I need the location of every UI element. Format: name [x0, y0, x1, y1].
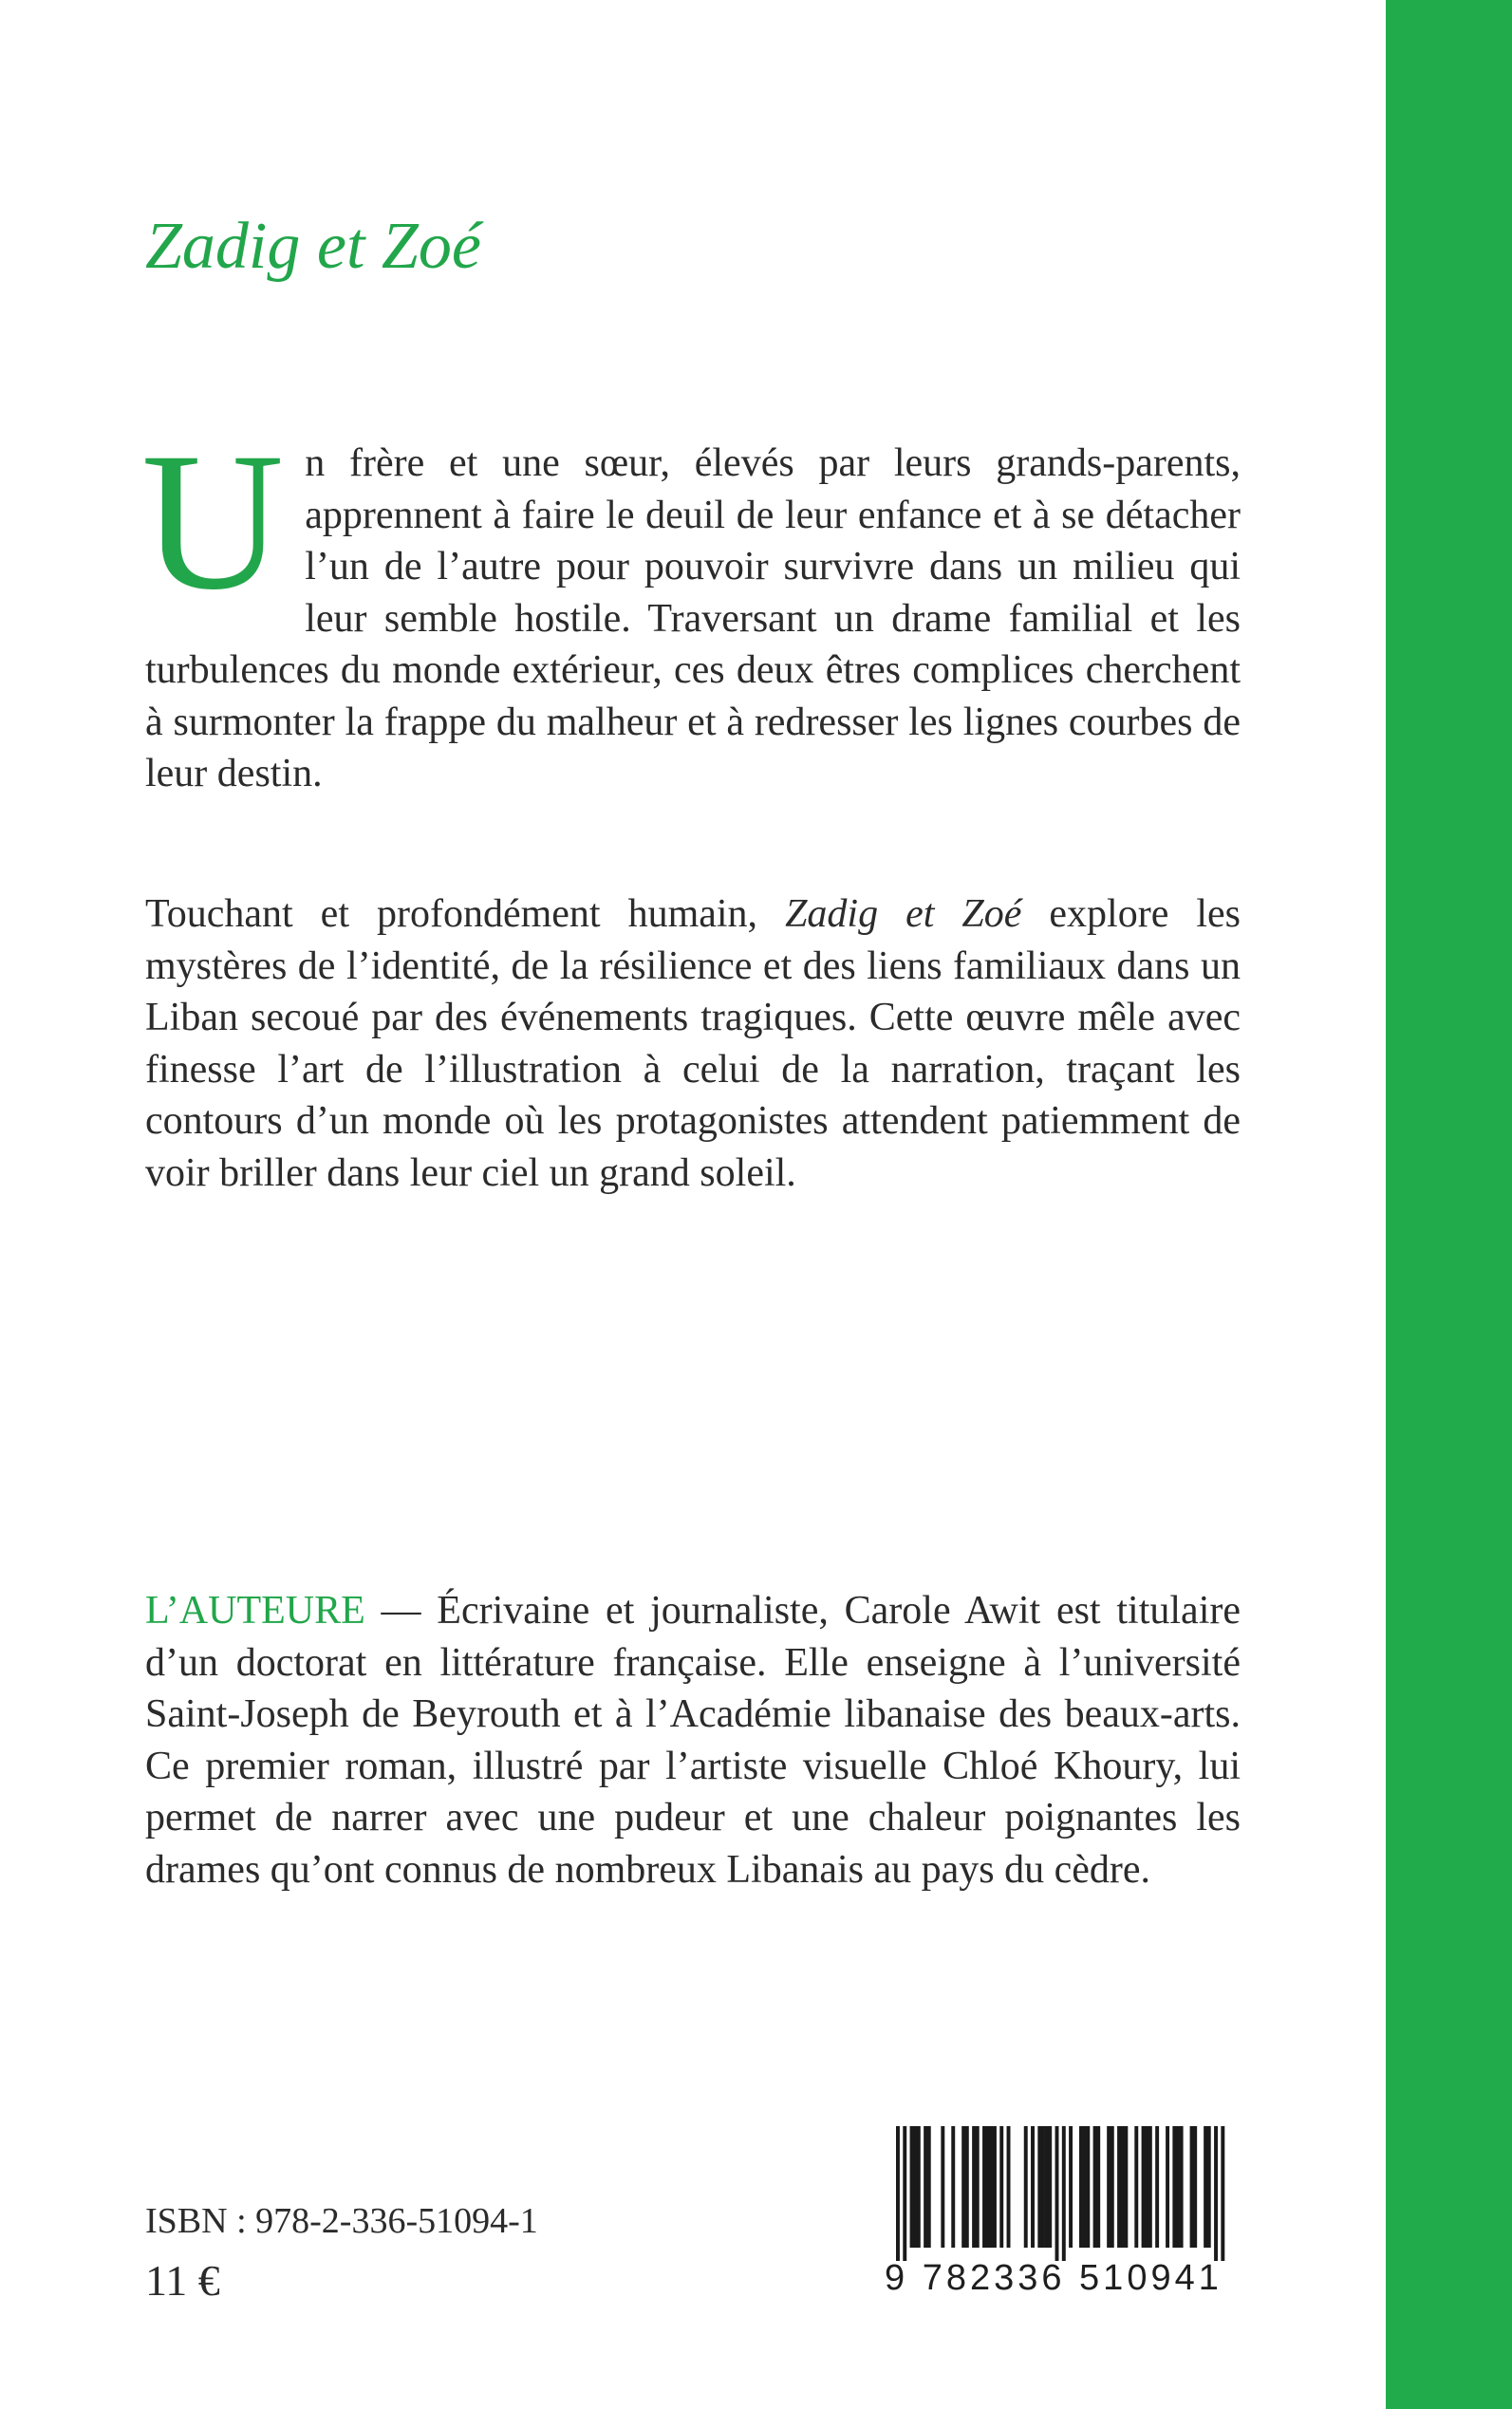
barcode-bar: [1134, 2126, 1138, 2248]
price: 11 €: [145, 2256, 220, 2305]
barcode-bar: [1048, 2126, 1052, 2248]
barcode-bar: [1155, 2126, 1159, 2248]
barcode-bar: [1079, 2126, 1083, 2248]
barcode-bar: [1007, 2126, 1011, 2248]
barcode-bar: [1037, 2126, 1041, 2248]
barcode: [885, 2126, 1236, 2302]
author-label: L’AUTEURE: [145, 1589, 365, 1633]
barcode-bar: [1121, 2126, 1125, 2248]
barcode-bar: [961, 2126, 965, 2248]
barcode-bars: [885, 2126, 1236, 2261]
barcode-bar: [951, 2126, 955, 2248]
barcode-bar: [999, 2126, 1003, 2248]
barcode-bar: [1062, 2126, 1066, 2261]
isbn: ISBN : 978-2-336-51094-1: [145, 2201, 538, 2241]
barcode-bar: [913, 2126, 917, 2248]
barcode-bar: [1190, 2126, 1194, 2248]
barcode-bar: [1124, 2126, 1128, 2248]
barcode-bar: [993, 2126, 997, 2248]
barcode-bar: [972, 2126, 976, 2248]
barcode-bar: [965, 2126, 969, 2248]
barcode-bar: [927, 2126, 931, 2248]
barcode-bar: [1180, 2126, 1184, 2248]
barcode-bar: [1086, 2126, 1090, 2248]
author-bio-text: — Écrivaine et journaliste, Carole Awit est titulaire d’un doctorat en littérature française. Elle enseigne à l’université Saint-Joseph de Beyrouth et à l’Académie libanaise des beaux-arts. Ce premier roman, illustré par l’artiste visuelle Chloé Khoury, lui permet de narrer avec une pudeur et une chaleur poignantes les drames qu’ont connus de nombreux Libanais au pays du cèdre.: [145, 1589, 1241, 1892]
barcode-bar: [941, 2126, 944, 2248]
barcode-bar: [1069, 2126, 1073, 2248]
barcode-bar: [1055, 2126, 1059, 2261]
barcode-bar: [917, 2126, 921, 2248]
blurb-p2-after: explore les mystères de l’identité, de la résilience et des liens familiaux dans un Liban secoué par des événements tragiques. Cette œuvre mêle avec finesse l’art de l’illustration à celui de la narration, traçant les contours d’un monde où les protagonistes attendent patiemment de voir briller dans leur ciel un grand soleil.: [145, 892, 1241, 1195]
blurb-paragraph-2: [145, 888, 1241, 1199]
barcode-bar: [1166, 2126, 1169, 2248]
barcode-bar: [1041, 2126, 1045, 2248]
barcode-bar: [976, 2126, 980, 2248]
barcode-bar: [1204, 2126, 1207, 2248]
barcode-digits: 9 782336 510941: [885, 2258, 1223, 2298]
barcode-bar: [1193, 2126, 1197, 2248]
barcode-bar: [1148, 2126, 1152, 2248]
book-title: Zadig et Zoé: [145, 210, 481, 283]
barcode-bar: [1117, 2126, 1121, 2248]
barcode-bar: [989, 2126, 993, 2248]
barcode-bar: [986, 2126, 990, 2248]
barcode-bar: [1093, 2126, 1097, 2248]
drop-cap: U: [141, 412, 285, 630]
barcode-bar: [1083, 2126, 1087, 2248]
blurb-p2-before: Touchant et profondément humain,: [145, 892, 786, 936]
barcode-bar: [1145, 2126, 1148, 2248]
barcode-bar: [982, 2126, 986, 2248]
barcode-bar: [1031, 2126, 1035, 2248]
barcode-bar: [1096, 2126, 1100, 2248]
barcode-bar: [1172, 2126, 1176, 2248]
barcode-bar: [1207, 2126, 1211, 2248]
barcode-bar: [910, 2126, 914, 2248]
barcode-bar: [1176, 2126, 1180, 2248]
barcode-bar: [1024, 2126, 1028, 2248]
green-spine-bar: [1386, 0, 1512, 2409]
barcode-bar: [903, 2126, 906, 2261]
blurb-p2-title: Zadig et Zoé: [785, 892, 1022, 936]
barcode-bar: [1221, 2126, 1224, 2261]
blurb-paragraph-1: [141, 412, 1241, 800]
barcode-bar: [1111, 2126, 1114, 2248]
barcode-bar: [1045, 2126, 1049, 2248]
barcode-bar: [1107, 2126, 1111, 2248]
blurb-paragraph-1-text: n frère et une sœur, élevés par leurs grands-parents, apprennent à faire le deuil de leur enfance et à se détacher l’un de l’autre pour pouvoir survivre dans un milieu qui leur semble hostile. Traversant un drame familial et les turbulences du monde extérieur, ces deux êtres complices cherchent à surmonter la frappe du malheur et à redresser les lignes courbes de leur destin.: [145, 441, 1241, 795]
author-bio: [145, 1585, 1241, 1895]
barcode-bar: [1214, 2126, 1218, 2261]
barcode-bar: [1142, 2126, 1146, 2248]
barcode-bar: [896, 2126, 900, 2261]
barcode-bar: [924, 2126, 927, 2248]
